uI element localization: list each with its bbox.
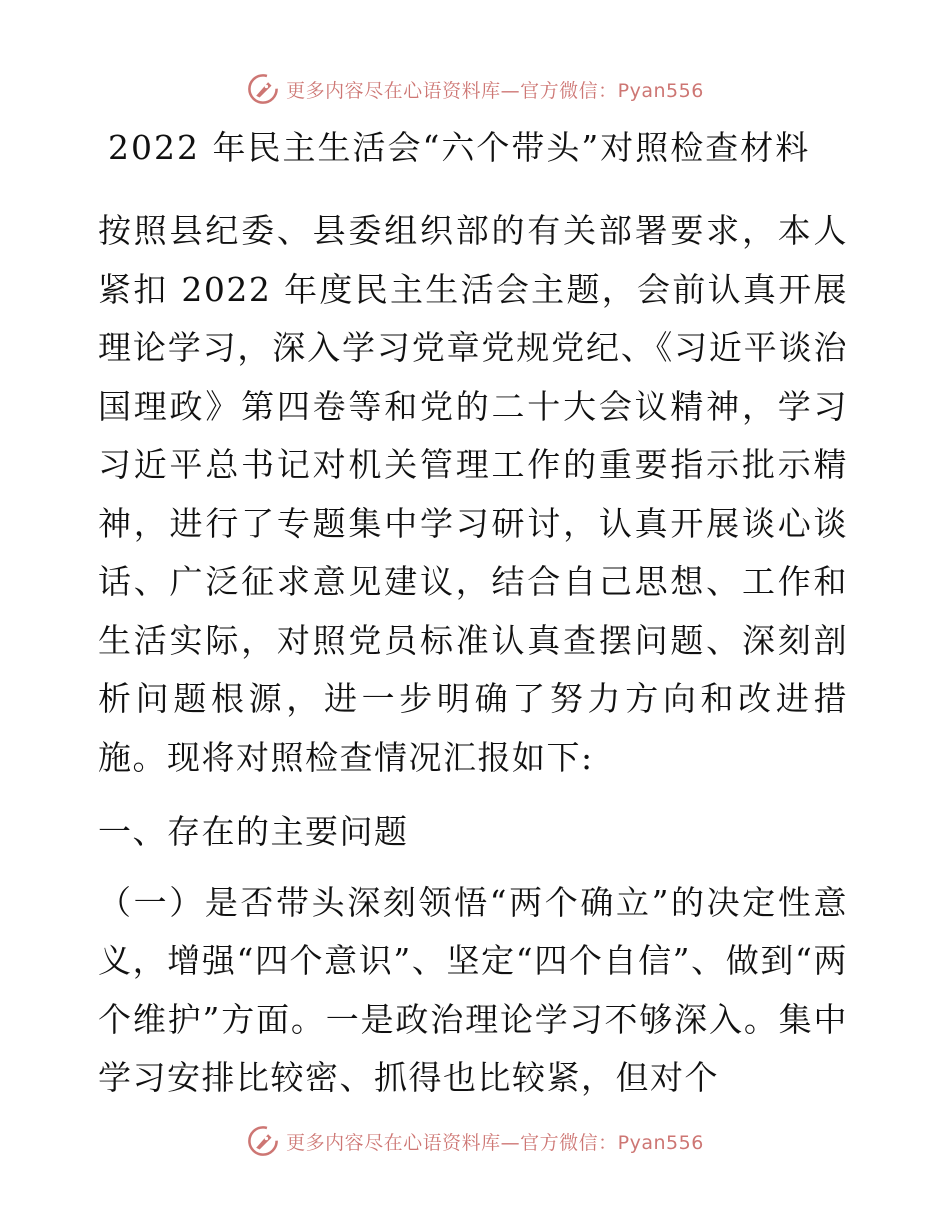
document-body	[98, 202, 848, 1108]
watermark-text: 更多内容尽在心语资料库—官方微信：Pyan556	[286, 1131, 704, 1154]
pen-nib-logo-icon	[246, 72, 280, 106]
intro-paragraph: 按照县纪委、县委组织部的有关部署要求，本人紧扣 2022 年度民主生活会主题，会前认真开展理论学习，深入学习党章党规党纪、《习近平谈治国理政》第四卷等和党的二十大会议精神，学习习近平总书记对机关管理工作的重要指示批示精神，进行了专题集中学习研讨，认真开展谈心谈话、广泛征求意见建议，结合自己思想、工作和生活实际，对照党员标准认真查摆问题、深刻剖析问题根源，进一步明确了努力方向和改进措施。现将对照检查情况汇报如下:	[98, 211, 848, 777]
pen-nib-logo-icon	[246, 1124, 280, 1158]
section-paragraph: （一）是否带头深刻领悟“两个确立”的决定性意义，增强“四个意识”、坚定“四个自信”、做到“两个维护”方面。一是政治理论学习不够深入。集中学习安排比较密、抓得也比较紧，但对个	[98, 882, 848, 1097]
document-title: 2022 年民主生活会“六个带头”对照检查材料	[108, 128, 811, 167]
section-heading: 一、存在的主要问题	[98, 812, 409, 851]
watermark-header	[0, 72, 950, 106]
watermark-footer	[0, 1124, 950, 1158]
watermark-text: 更多内容尽在心语资料库—官方微信：Pyan556	[286, 79, 704, 102]
